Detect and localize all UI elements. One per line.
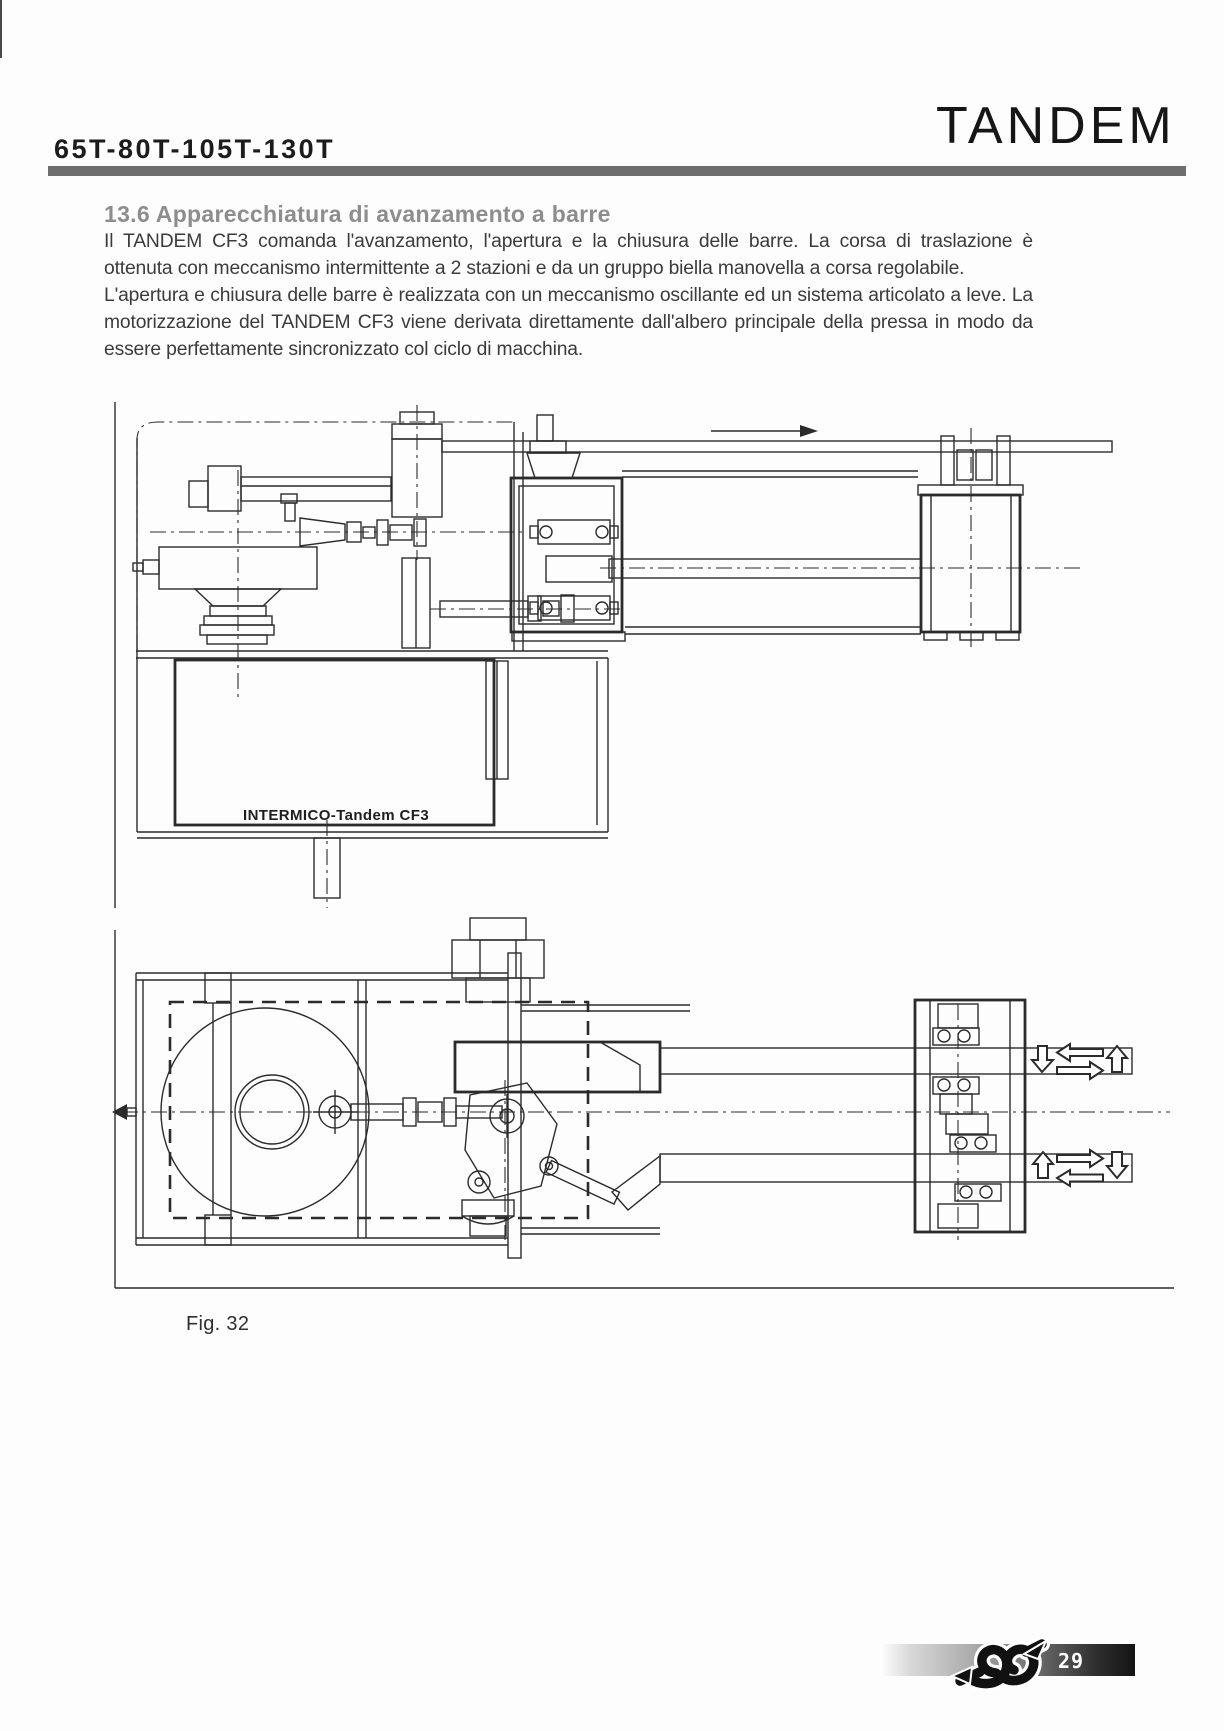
- drawing-label: INTERMICO-Tandem CF3: [243, 807, 430, 824]
- bar-motion-arrows-lower: [1033, 1150, 1127, 1186]
- brand-title: TANDEM: [936, 97, 1176, 155]
- plan-view-drawing: [112, 918, 1174, 1288]
- gripper-unit: [918, 428, 1023, 652]
- paragraph: Il TANDEM CF3 comanda l'avanzamento, l'apertura e la chiusura delle barre. La corsa di traslazione è ottenuta con meccanismo intermittente a 2 stazioni e da un gruppo biella manovella a corsa regolabile.: [104, 231, 1033, 279]
- rocker-lever: [462, 1080, 620, 1240]
- drive-motor: [392, 405, 442, 560]
- base-cabinet: [175, 660, 508, 908]
- crank-linkage: [150, 494, 525, 546]
- side-view-drawing: [115, 402, 1112, 908]
- figure-caption: Fig. 32: [186, 1313, 250, 1335]
- feed-direction-arrow: [711, 425, 818, 437]
- intermittent-mechanism: [133, 470, 317, 700]
- paragraph: L'apertura e chiusura delle barre è realizzata con un meccanismo oscillante ed un sistema articolato a leve. La motorizzazione del TANDEM CF3 viene derivata direttamente dall'albero principale della pressa in modo da essere perfettamente sincronizzato col ciclo di macchina.: [104, 285, 1033, 360]
- page-number: 29: [1058, 1649, 1085, 1673]
- bar-clamp-unit: [915, 1000, 1025, 1240]
- section-heading: 13.6 Apparecchiatura di avanzamento a barre: [104, 201, 611, 227]
- model-codes: 65T-80T-105T-130T: [54, 134, 336, 164]
- brand-logo-knot: [950, 1618, 1060, 1696]
